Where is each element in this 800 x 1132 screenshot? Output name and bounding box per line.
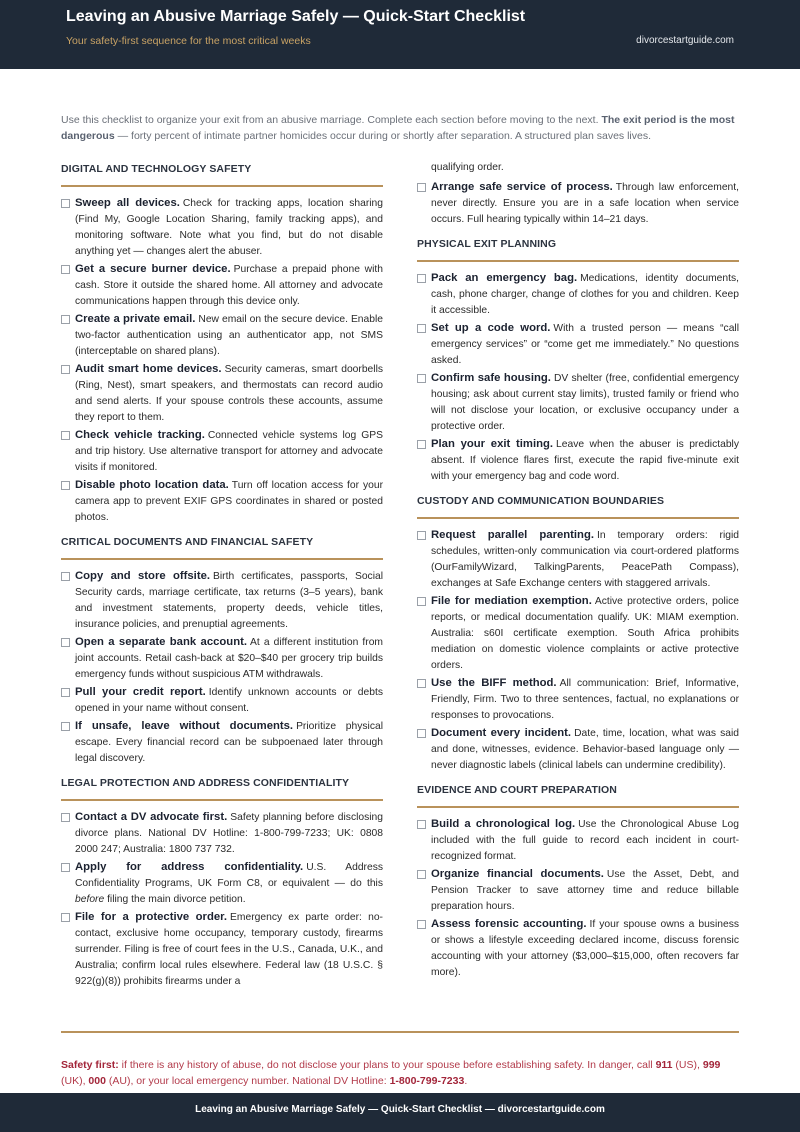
checklist-item[interactable] — [417, 725, 739, 774]
checkbox[interactable] — [417, 183, 426, 192]
item-lead: Apply for address confidentiality. — [75, 861, 304, 873]
checkbox[interactable] — [417, 729, 426, 738]
site-url: divorcestartguide.com — [636, 35, 734, 46]
checkbox[interactable] — [61, 638, 70, 647]
checkbox[interactable] — [61, 265, 70, 274]
item-text: With a trusted person — means “call emergency services” or “come get me immediately.” No questions asked. — [431, 323, 740, 366]
item-text: Connected vehicle systems log GPS and trip history. Use alternative transport for attorney and advocate visits if monitored. — [75, 430, 383, 473]
left-column — [61, 160, 383, 991]
checkbox[interactable] — [417, 531, 426, 540]
checklist-item[interactable] — [61, 634, 383, 683]
checkbox[interactable] — [417, 870, 426, 879]
item-text: Purchase a prepaid phone with cash. Store it outside the shared home. All attorney and advocate communications happen through this device only. — [75, 264, 383, 307]
item-lead: Arrange safe service of process. — [431, 181, 613, 193]
section-heading-legal: LEGAL PROTECTION AND ADDRESS CONFIDENTIALITY — [61, 774, 383, 801]
item-text: At a different institution from joint accounts. Retail cash-back at $20–$40 per grocery trip builds emergency funds without suspicious ATM withdrawals. — [75, 637, 384, 680]
checkbox[interactable] — [61, 365, 70, 374]
item-lead: Contact a DV advocate first. — [75, 811, 228, 823]
item-lead: Check vehicle tracking. — [75, 429, 205, 441]
item-lead: Confirm safe housing. — [431, 372, 551, 384]
safety-text: (AU), or your local emergency number. National DV Hotline: — [105, 1075, 390, 1087]
checklist-item[interactable] — [61, 909, 383, 990]
item-text: Medications, identity documents, cash, phone charger, change of clothes for you and children. Keep it accessible. — [431, 273, 739, 316]
right-column — [417, 160, 739, 982]
item-lead: If unsafe, leave without documents. — [75, 720, 294, 732]
item-lead: Get a secure burner device. — [75, 263, 231, 275]
checkbox[interactable] — [61, 863, 70, 872]
checkbox[interactable] — [417, 679, 426, 688]
item-text: Check for tracking apps, location sharing (Find My, Google Location Sharing, family tracking apps), and monitoring software. Note what you find, but do not disable anything yet — changes alert the abuser. — [75, 198, 384, 257]
item-text: Emergency ex parte order: no-contact, exclusive home occupancy, temporary custody, firearms surrender. Filing is free of court fees in the U.S., Canada, U.K., and Australia; confirm local rules elsewhere. Federal law (18 U.S.C. § 922(g)(8)) prohibits firearms under a — [75, 912, 383, 987]
item-text: Through law enforcement, never directly. Ensure you are in a safe location when service occurs. Full hearing typically within 14–21 days. — [431, 182, 740, 225]
checklist-item[interactable] — [417, 436, 739, 485]
checkbox[interactable] — [417, 374, 426, 383]
footer-bar — [0, 1093, 800, 1132]
item-text: Use the Chronological Abuse Log included with the full guide to record each incident in court-recognized format. — [431, 819, 740, 862]
checkbox[interactable] — [417, 274, 426, 283]
item-text-2: filing the main divorce petition. — [104, 894, 246, 905]
hotline-number: 1-800-799-7233 — [389, 1075, 465, 1087]
item-text: Birth certificates, passports, Social Security cards, marriage certificate, tax returns (3–5 years), bank and investment statements, property deeds, vehicle titles, insurance policies, and prenuptial agreements. — [75, 571, 383, 630]
item-text: All communication: Brief, Informative, Friendly, Firm. Two to three sentences, factual, no explanations or responses to provocations. — [431, 678, 739, 721]
item-text: Identify unknown accounts or debts opened in your name without consent. — [75, 687, 383, 714]
checklist-item[interactable] — [417, 527, 739, 592]
item-lead: File for mediation exemption. — [431, 595, 592, 607]
checklist-item[interactable] — [61, 195, 383, 260]
item-lead: Document every incident. — [431, 727, 572, 739]
item-lead: Sweep all devices. — [75, 197, 180, 209]
item-lead: Pack an emergency bag. — [431, 272, 578, 284]
safety-text: . — [464, 1075, 468, 1087]
item-text: If your spouse owns a business or shows a lifestyle exceeding declared income, discuss forensic accounting with your attorney ($3,000–$15,000, often recovers far more). — [431, 919, 739, 978]
checklist-item[interactable] — [417, 675, 739, 724]
item-text: Active protective orders, police reports, or medical documentation qualify. UK: MIAM exemption. Australia: s60I certificate exemption. South Africa prohibits mediation on domestic violence complaints or active protective orders. — [431, 596, 740, 671]
safety-label: Safety first: — [61, 1059, 119, 1071]
checkbox[interactable] — [61, 813, 70, 822]
item-lead: Create a private email. — [75, 313, 196, 325]
section-heading-custody: CUSTODY AND COMMUNICATION BOUNDARIES — [417, 492, 739, 519]
checklist-item[interactable] — [417, 179, 739, 228]
item-lead: Build a chronological log. — [431, 818, 576, 830]
checkbox[interactable] — [417, 597, 426, 606]
checkbox[interactable] — [61, 481, 70, 490]
item-lead: File for a protective order. — [75, 911, 228, 923]
checklist-item[interactable] — [61, 361, 383, 426]
checkbox[interactable] — [61, 722, 70, 731]
header-bar — [0, 0, 800, 69]
checklist-item[interactable] — [61, 427, 383, 476]
checklist-item[interactable] — [61, 311, 383, 360]
page-subtitle: Your safety-first sequence for the most critical weeks — [66, 35, 311, 47]
item-text: Prioritize physical escape. Every financial record can be subpoenaed later through legal discovery. — [75, 721, 383, 764]
item-text: Date, time, location, what was said and done, witnesses, evidence. Behavior-based language only — never diagnostic labels (clinical labels can undermine credibility). — [431, 728, 740, 771]
checklist-item[interactable] — [61, 261, 383, 310]
item-lead: Disable photo location data. — [75, 479, 229, 491]
intro-paragraph — [61, 112, 739, 144]
emergency-number: 999 — [702, 1059, 721, 1071]
checkbox[interactable] — [61, 572, 70, 581]
section-heading-evidence: EVIDENCE AND COURT PREPARATION — [417, 781, 739, 808]
item-lead: Open a separate bank account. — [75, 636, 247, 648]
safety-text: (US), — [672, 1059, 703, 1071]
checklist-item[interactable] — [61, 859, 383, 908]
checkbox[interactable] — [417, 440, 426, 449]
item-text: New email on the secure device. Enable two-factor authentication using an authenticator app, not SMS (interceptable on shared plans). — [75, 314, 384, 357]
item-text: Leave when the abuser is predictably absent. If violence flares first, execute the rapid five-minute exit with your emergency bag and code word. — [431, 439, 739, 482]
checkbox[interactable] — [61, 315, 70, 324]
divider — [61, 1031, 739, 1033]
checklist-item[interactable] — [417, 370, 739, 435]
intro-emphasis: The exit period is the most dangerous — [61, 114, 735, 142]
item-text: Safety planning before disclosing divorce plans. National DV Hotline: 1-800-799-7233; UK: 0808 2000 247; Australia: 1800 737 732. — [75, 812, 383, 855]
section-heading-physical: PHYSICAL EXIT PLANNING — [417, 235, 739, 262]
safety-text: (UK), — [61, 1075, 89, 1087]
emergency-number: 000 — [88, 1075, 106, 1087]
intro-text: Use this checklist to organize your exit from an abusive marriage. Complete each section before moving to the next. — [61, 114, 602, 126]
intro-text-2: — forty percent of intimate partner homicides occur during or shortly after separation. A structured plan saves lives. — [114, 130, 652, 142]
item-emphasis: before — [75, 894, 105, 905]
checkbox[interactable] — [417, 920, 426, 929]
checklist-item[interactable] — [61, 568, 383, 633]
item-lead: Use the BIFF method. — [431, 677, 557, 689]
section-heading-digital: DIGITAL AND TECHNOLOGY SAFETY — [61, 160, 383, 187]
checkbox[interactable] — [61, 199, 70, 208]
section-heading-documents: CRITICAL DOCUMENTS AND FINANCIAL SAFETY — [61, 533, 383, 560]
checkbox[interactable] — [61, 688, 70, 697]
safety-text: if there is any history of abuse, do not disclose your plans to your spouse before establishing safety. In danger, call — [118, 1059, 656, 1071]
item-lead: Pull your credit report. — [75, 686, 206, 698]
item-text: DV shelter (free, confidential emergency housing; ask about current stay limits), trusted family or friend who will not disclose your location, or exclusive occupancy under a protective order. — [431, 373, 739, 432]
item-continuation: qualifying order. — [431, 162, 504, 173]
item-text: U.S. Address Confidentiality Programs, UK Form C8, or equivalent — do this — [75, 862, 384, 889]
checklist-item[interactable] — [417, 270, 739, 319]
checkbox[interactable] — [417, 324, 426, 333]
item-lead: Audit smart home devices. — [75, 363, 222, 375]
checklist-item[interactable] — [417, 593, 739, 674]
safety-notice — [61, 1057, 741, 1089]
emergency-number: 911 — [655, 1059, 673, 1071]
checklist-item[interactable] — [61, 718, 383, 767]
item-lead: Plan your exit timing. — [431, 438, 554, 450]
item-lead: Assess forensic accounting. — [431, 918, 587, 930]
page-title: Leaving an Abusive Marriage Safely — Quick-Start Checklist — [66, 8, 526, 25]
item-lead: Organize financial documents. — [431, 868, 604, 880]
checkbox[interactable] — [61, 913, 70, 922]
item-text: Use the Asset, Debt, and Pension Tracker to save attorney time and reduce billable preparation hours. — [431, 869, 739, 912]
checklist-item[interactable] — [417, 816, 739, 865]
checklist-item[interactable] — [61, 809, 383, 858]
checklist-item[interactable] — [417, 916, 739, 981]
item-text: Turn off location access for your camera app to prevent EXIF GPS coordinates in shared or posted photos. — [75, 480, 383, 523]
footer-text: Leaving an Abusive Marriage Safely — Quick-Start Checklist — divorcestartguide.com — [195, 1104, 605, 1115]
item-lead: Set up a code word. — [431, 322, 551, 334]
checklist-item[interactable] — [417, 866, 739, 915]
checklist-item[interactable] — [417, 320, 739, 369]
checkbox[interactable] — [417, 820, 426, 829]
item-text: In temporary orders: rigid schedules, written-only communication via court-ordered platforms (OurFamilyWizard, TalkingParents, PeacePath Compass), exchanges at Safe Exchange centers with staggered arrivals. — [431, 530, 739, 589]
item-lead: Request parallel parenting. — [431, 529, 594, 541]
item-lead: Copy and store offsite. — [75, 570, 211, 582]
item-text: Security cameras, smart doorbells (Ring, Nest), smart speakers, and thermostats can record audio and send alerts. If your spouse controls these accounts, assume they report to them. — [75, 364, 384, 423]
checkbox[interactable] — [61, 431, 70, 440]
checklist-item[interactable] — [61, 477, 383, 526]
checklist-item[interactable] — [61, 684, 383, 717]
